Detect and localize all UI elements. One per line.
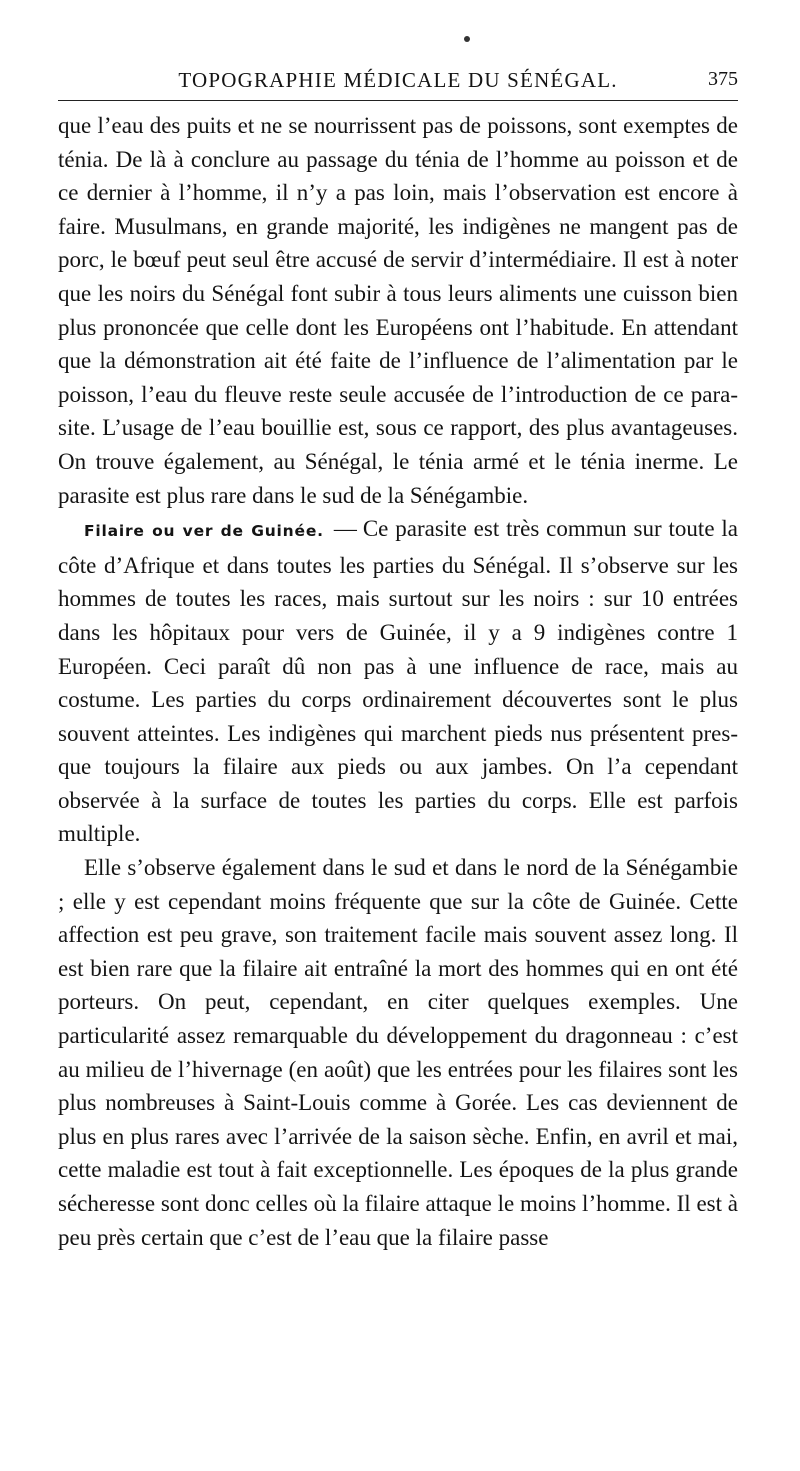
section-heading: Filaire ou ver de Guinée. — [84, 522, 324, 541]
running-title: TOPOGRAPHIE MÉDICALE DU SÉNÉGAL. — [178, 68, 618, 92]
paragraph-text: Ce parasite est très commun sur toute la côte d’Afrique et dans toutes les parties du Sénégal. Il s’observe sur les hommes de toutes les races, mais surtout sur les noirs : sur 10 entrées dans les hôpitaux pour vers de Guinée, il y a 9 indigènes contre 1 Européen. Ceci paraît dû non pas à une influence de race, mais au costume. Les parties du corps ordinairement découvertes sont le plus souvent atteintes. Les indigènes qui marchent pieds nus présentent presque toujours la filaire aux pieds ou aux jambes. On l’a cependant observée à la surface de toutes les parties du corps. Elle est parfois multiple. — [58, 516, 739, 847]
print-dot — [464, 36, 470, 42]
paragraph-tenia — [58, 109, 738, 512]
paragraph-filaire-continued — [58, 851, 738, 1254]
page-header — [58, 64, 738, 101]
page-number: 375 — [708, 68, 738, 90]
paragraph-text: que l’eau des puits et ne se nourrissent pas de poissons, sont exemptes de ténia. De là à conclure au passage du ténia de l’homme au poisson et de ce dernier à l’homme, il n’y a pas loin, mais l’observation est encore à faire. Musulmans, en grande majorité, les indigènes ne mangent pas de porc, le bœuf peut seul être accusé de servir d’intermédiaire. Il est à noter que les noirs du Sénégal font subir à tous leurs aliments une cuisson bien plus prononcée que celle dont les Européens ont l’habitude. En attendant que la démonstration ait été faite de l’influence de l’alimentation par le poisson, l’eau du fleuve reste seule accusée de l’introduction de ce parasite. L’usage de l’eau bouillie est, sous ce rapport, des plus avantageuses. On trouve également, au Sénégal, le ténia armé et le ténia inerme. Le parasite est plus rare dans le sud de la Sénégambie. — [58, 113, 738, 508]
body-text — [58, 109, 738, 1254]
paragraph-filaire — [58, 512, 738, 851]
book-page — [58, 64, 738, 1254]
heading-dash: — — [333, 516, 357, 542]
paragraph-text: Elle s’observe également dans le sud et dans le nord de la Sénégambie ; elle y est cependant moins fréquente que sur la côte de Guinée. Cette affection est peu grave, son traitement facile mais souvent assez long. Il est bien rare que la filaire ait entraîné la mort des hommes qui en ont été porteurs. On peut, cependant, en citer quelques exemples. Une particularité assez remarquable du développement du dragonneau : c’est au milieu de l’hivernage (en août) que les entrées pour les filaires sont les plus nombreuses à Saint-Louis comme à Gorée. Les cas deviennent de plus en plus rares avec l’arrivée de la saison sèche. Enfin, en avril et mai, cette maladie est tout à fait exceptionnelle. Les époques de la plus grande sécheresse sont donc celles où la filaire attaque le moins l’homme. Il est à peu près certain que c’est de l’eau que la filaire passe — [58, 855, 738, 1250]
